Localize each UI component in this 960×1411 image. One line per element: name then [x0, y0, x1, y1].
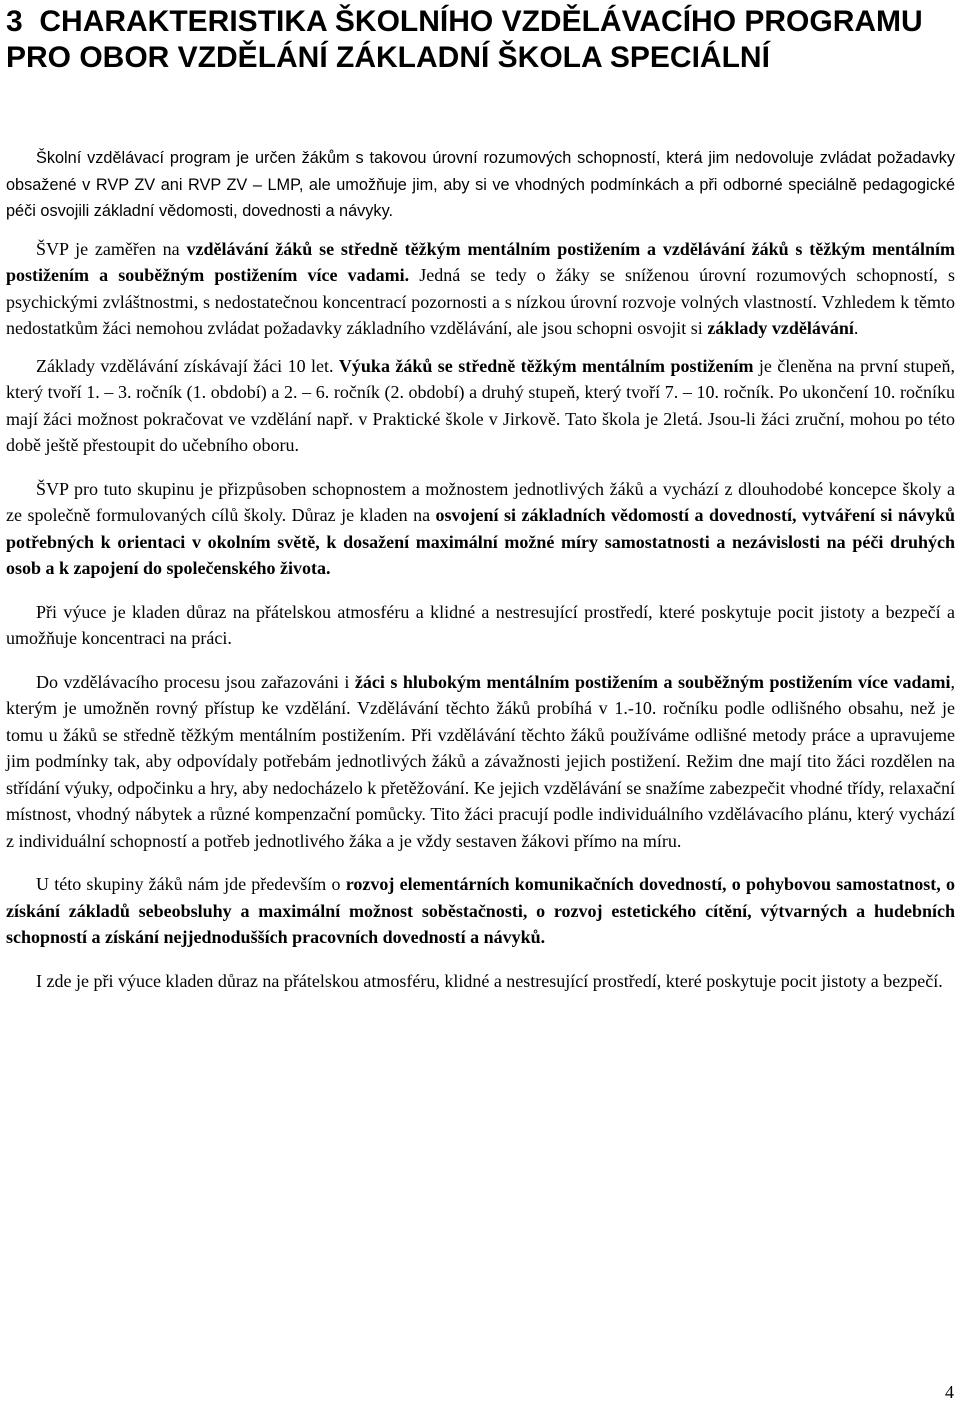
- p3-bold-b: Výuka žáků se středně těžkým mentálním postižením: [338, 355, 754, 376]
- section-heading: [6, 4, 951, 76]
- p6-bold-b: žáci s hlubokým mentálním postižením a souběžným postižením více vadami: [354, 671, 951, 692]
- section-title: CHARAKTERISTIKA ŠKOLNÍHO VZDĚLÁVACÍHO PROGRAMU PRO OBOR VZDĚLÁNÍ ZÁKLADNÍ ŠKOLA SPECIÁLNÍ: [6, 5, 923, 74]
- p2-text-a: ŠVP je zaměřen na: [36, 238, 187, 259]
- p3-text-c: je členěna na první stupeň, který tvoří 1. – 3. ročník (1. období) a 2. – 6. ročník (2. období) a druhý stupeň, který tvoří 7. – 10. ročník. Po ukončení 10. ročníku mají žáci možnost pokračovat ve vzdělání např. v Praktické škole v Jirkově. Tato škola je 2letá. Jsou-li žáci zruční, mohou po této době ještě přestoupit do učebního oboru.: [6, 355, 955, 455]
- page-number: 4: [945, 1382, 954, 1402]
- p2-bold-d: základy vzdělávání: [707, 318, 854, 338]
- p2-text-e: .: [853, 318, 859, 338]
- p2-text-c: Jedná se tedy o žáky se sníženou úrovní rozumových schopností, s psychickými zvláštnostmi, s nedostatečnou koncentrací pozornosti a s nízkou úrovní rozvoje volných vlastností. Vzhledem k těmto nedostatkům žáci nemohou zvládat požadavky základního vzdělávání, ale jsou schopni osvojit si: [6, 265, 955, 338]
- paragraph-intro-text: Školní vzdělávací program je určen žákům s takovou úrovní rozumových schopností, která jim nedovoluje zvládat požadavky obsažené v RVP ZV ani RVP ZV – LMP, ale umožňuje jim, aby si ve vhodných podmínkách a při odborné speciálně pedagogické péči osvojili základní vědomosti, dovednosti a návyky.: [6, 149, 955, 220]
- paragraph-svp-focus: [6, 236, 955, 342]
- document-body: [6, 145, 955, 1005]
- p4-bold-b: osvojení si základních vědomostí a dovedností, vytváření si návyků potřebných k orientaci v okolním světě, k dosažení maximální možné míry samostatnosti a nezávislosti na péči druhých osob a k zapojení do společenského života.: [6, 505, 955, 578]
- paragraph-education-structure: [6, 353, 955, 459]
- p8-text: I zde je při výuce kladen důraz na přátelskou atmosféru, klidné a nestresující prostředí, které poskytuje pocit jistoty a bezpečí.: [36, 970, 943, 991]
- paragraph-atmosphere: [6, 599, 955, 652]
- p7-text-a: U této skupiny žáků nám jde především o: [36, 874, 346, 894]
- paragraph-group-goals: [6, 871, 955, 951]
- p2-bold-b: vzdělávání žáků se středně těžkým mentálním postižením a vzdělávání žáků s těžkým mentálním postižením a souběžným postižením více vadami.: [6, 238, 955, 285]
- paragraph-severe-disability: [6, 669, 955, 855]
- p3-text-a: Základy vzdělávání získávají žáci 10 let.: [36, 355, 339, 376]
- paragraph-intro: [6, 145, 955, 225]
- paragraph-closing: [6, 968, 955, 995]
- p4-text-a: ŠVP pro tuto skupinu je přizpůsoben schopnostem a možnostem jednotlivých žáků a vychází z dlouhodobé koncepce školy a ze společně formulovaných cílů školy. Důraz je kladen na: [6, 478, 955, 525]
- p6-text-c: , kterým je umožněn rovný přístup ke vzdělání. Vzdělávání těchto žáků probíhá v 1.-10. ročníku podle odlišného obsahu, než je tomu u žáků se středně těžkým mentálním postižením. Při vzdělávání těchto žáků používáme odlišné metody práce a upravujeme jim podmínky tak, aby odpovídaly potřebám jednotlivých žáků a závažnosti jejich postižení. Režim dne mají tito žáci rozdělen na střídání výuky, odpočinku a hry, aby nedocházelo k přetěžování. Ke jejich vzdělávání se snažíme zabezpečit vhodné třídy, relaxační místnost, vhodný nábytek a různé kompenzační pomůcky. Tito žáci pracují podle individuálního vzdělávacího plánu, který vychází z individuální schopností a potřeb jednotlivého žáka a je vždy sestaven žákovi přímo na míru.: [6, 671, 955, 851]
- paragraph-svp-adaptation: [6, 476, 955, 582]
- p5-text: Při výuce je kladen důraz na přátelskou atmosféru a klidné a nestresující prostředí, které poskytuje pocit jistoty a bezpečí a umožňuje koncentraci na práci.: [6, 601, 955, 648]
- section-number: 3: [6, 5, 23, 38]
- p6-text-a: Do vzdělávacího procesu jsou zařazováni i: [36, 671, 355, 692]
- p7-bold-b: rozvoj elementárních komunikačních dovedností, o pohybovou samostatnost, o získání základů sebeobsluhy a maximální možnost soběstačnosti, o rozvoj estetického cítění, výtvarných a hudebních schopností a získání nejjednodušších pracovních dovedností a návyků.: [6, 874, 955, 947]
